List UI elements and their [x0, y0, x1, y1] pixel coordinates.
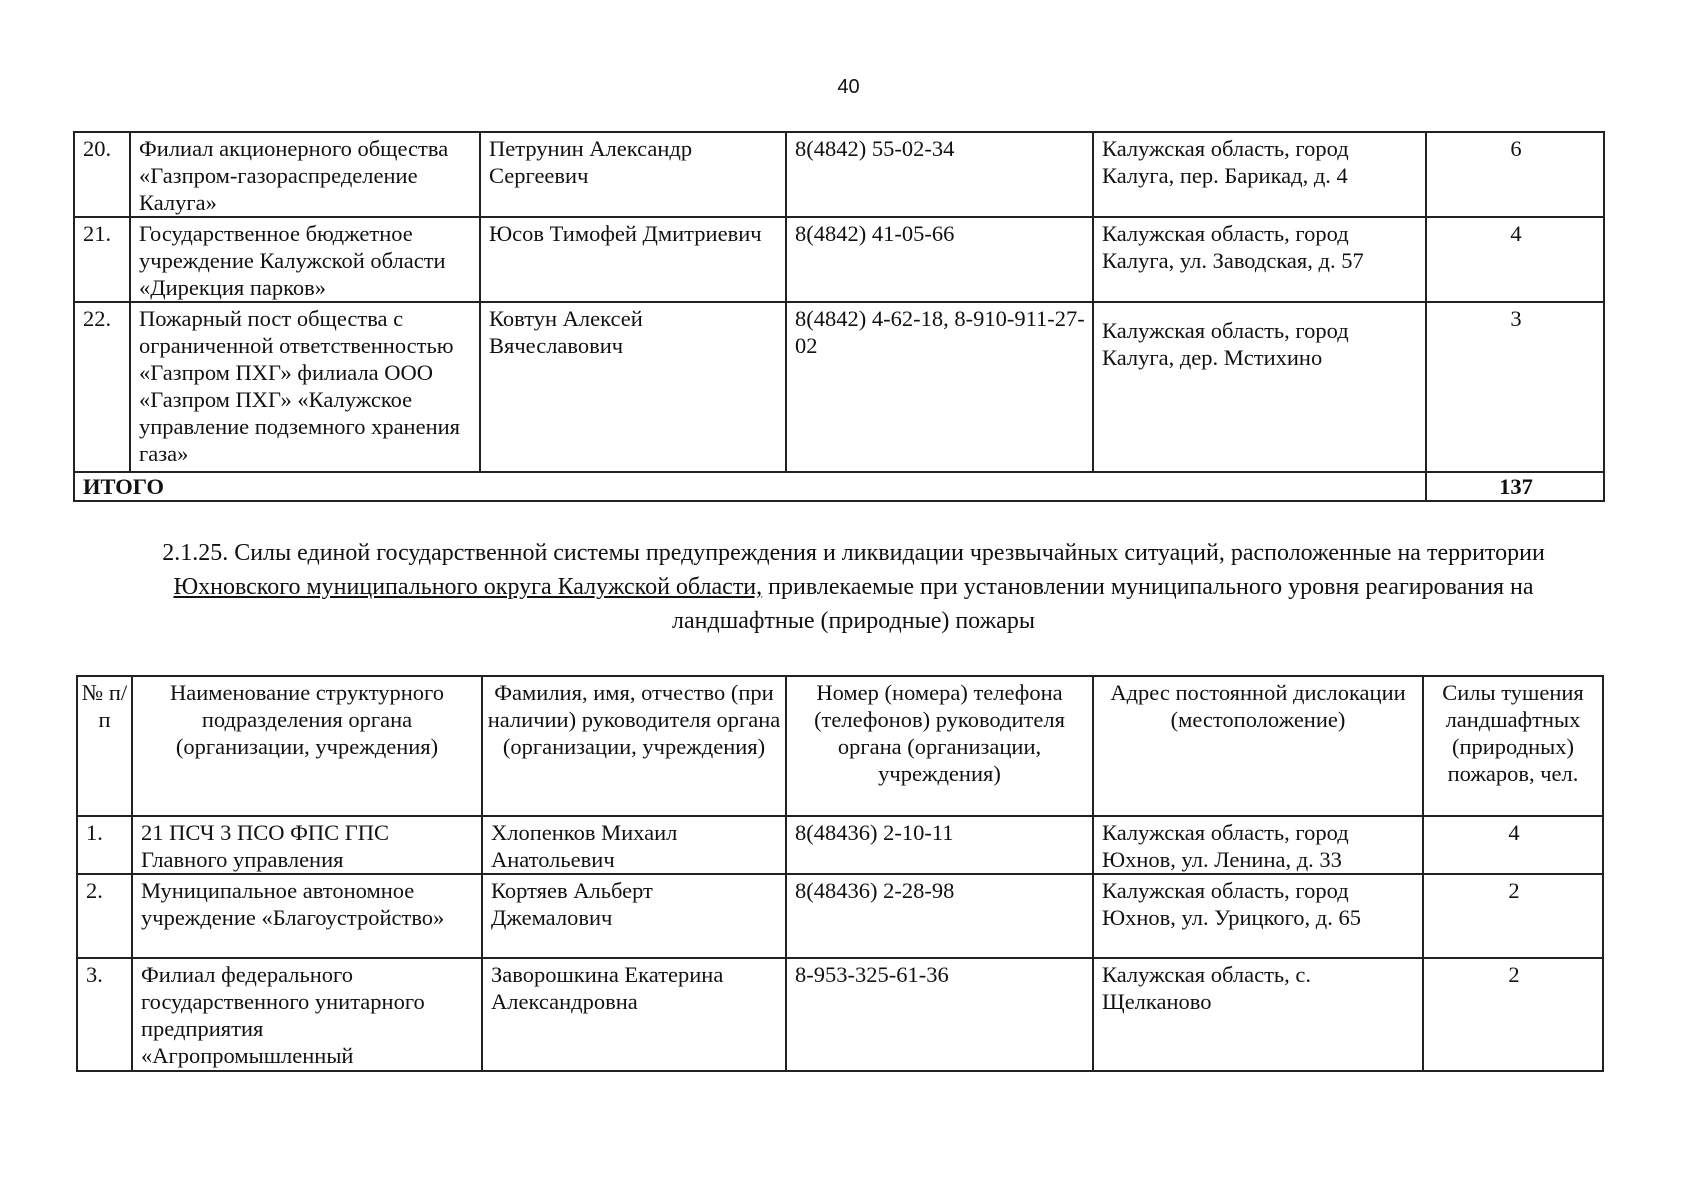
address: Калужская область, город Калуга, пер. Барикад, д. 4	[1093, 132, 1426, 217]
org-name: Пожарный пост общества с ограниченной ответственностью «Газпром ПХГ» филиала ООО «Газпром ПХГ» «Калужское управление подземного хранения газа»	[130, 302, 480, 472]
phone: 8(4842) 41-05-66	[786, 217, 1093, 302]
section-heading	[110, 536, 1597, 638]
heading-text: 2.1.25. Силы единой государственной системы предупреждения и ликвидации чрезвычайных ситуаций, расположенные на территории	[162, 540, 1545, 566]
address: Калужская область, с. Щелканово	[1093, 958, 1423, 1071]
head-name: Хлопенков Михаил Анатольевич	[482, 816, 786, 874]
row-number: 21.	[74, 217, 130, 302]
table-row	[77, 958, 1603, 1071]
header-head: Фамилия, имя, отчество (при наличии) руководителя органа (организации, учреждения)	[482, 676, 786, 816]
address: Калужская область, город Калуга, дер. Мстихино	[1093, 302, 1426, 472]
head-name: Кортяев Альберт Джемалович	[482, 874, 786, 958]
phone: 8(4842) 55-02-34	[786, 132, 1093, 217]
header-org: Наименование структурного подразделения органа (организации, учреждения)	[132, 676, 482, 816]
phone: 8(4842) 4-62-18, 8-910-911-27-02	[786, 302, 1093, 472]
row-number: 3.	[77, 958, 132, 1071]
forces-count: 2	[1423, 958, 1603, 1071]
table-row	[74, 302, 1604, 472]
row-number: 22.	[74, 302, 130, 472]
address: Калужская область, город Калуга, ул. Заводская, д. 57	[1093, 217, 1426, 302]
phone: 8(48436) 2-28-98	[786, 874, 1093, 958]
forces-count: 4	[1426, 217, 1604, 302]
heading-text-end: привлекаемые при установлении муниципального уровня реагирования на ландшафтные (природные) пожары	[672, 574, 1534, 634]
address: Калужская область, город Юхнов, ул. Ленина, д. 33	[1093, 816, 1423, 874]
total-value: 137	[1426, 472, 1604, 501]
forces-count: 4	[1423, 816, 1603, 874]
head-name: Заворошкина Екатерина Александровна	[482, 958, 786, 1071]
top-table	[73, 131, 1605, 502]
phone: 8(48436) 2-10-11	[786, 816, 1093, 874]
org-name: Филиал федерального государственного унитарного предприятия «Агропромышленный	[132, 958, 482, 1071]
header-phone: Номер (номера) телефона (телефонов) руководителя органа (организации, учреждения)	[786, 676, 1093, 816]
forces-count: 2	[1423, 874, 1603, 958]
header-forces: Силы тушения ландшафтных (природных) пожаров, чел.	[1423, 676, 1603, 816]
org-name: Филиал акционерного общества «Газпром-газораспределение Калуга»	[130, 132, 480, 217]
row-number: 1.	[77, 816, 132, 874]
head-name: Петрунин Александр Сергеевич	[480, 132, 786, 217]
forces-count: 3	[1426, 302, 1604, 472]
page-number: 40	[837, 76, 860, 98]
header-num: № п/п	[77, 676, 132, 816]
header-address: Адрес постоянной дислокации (местоположение)	[1093, 676, 1423, 816]
bottom-table	[76, 675, 1604, 1072]
org-name: 21 ПСЧ 3 ПСО ФПС ГПС Главного управления	[132, 816, 482, 874]
table-row	[74, 217, 1604, 302]
table-row	[74, 132, 1604, 217]
org-name: Муниципальное автономное учреждение «Благоустройство»	[132, 874, 482, 958]
header-row	[77, 676, 1603, 816]
head-name: Ковтун Алексей Вячеславович	[480, 302, 786, 472]
org-name: Государственное бюджетное учреждение Калужской области «Дирекция парков»	[130, 217, 480, 302]
forces-count: 6	[1426, 132, 1604, 217]
row-number: 20.	[74, 132, 130, 217]
total-label: ИТОГО	[74, 472, 1426, 501]
total-row	[74, 472, 1604, 501]
head-name: Юсов Тимофей Дмитриевич	[480, 217, 786, 302]
address: Калужская область, город Юхнов, ул. Урицкого, д. 65	[1093, 874, 1423, 958]
phone: 8-953-325-61-36	[786, 958, 1093, 1071]
row-number: 2.	[77, 874, 132, 958]
table-row	[77, 816, 1603, 874]
heading-underlined-text: Юхновского муниципального округа Калужской области,	[173, 574, 763, 600]
table-row	[77, 874, 1603, 958]
